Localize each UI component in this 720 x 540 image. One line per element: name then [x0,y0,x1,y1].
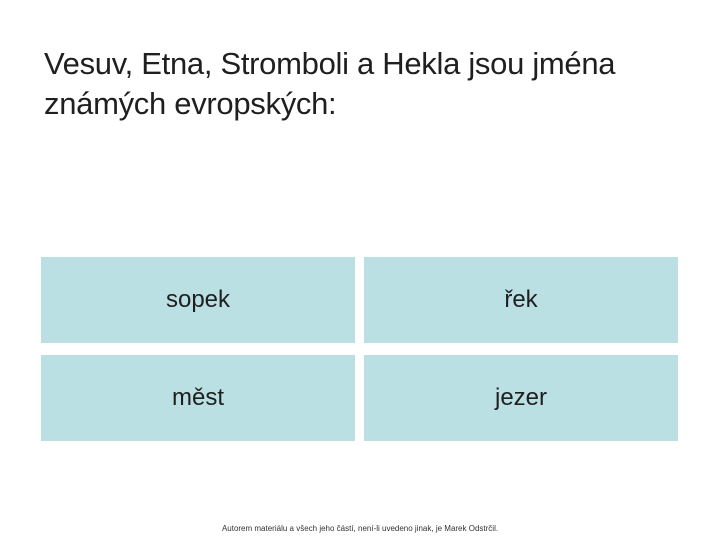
answer-label: měst [171,384,224,411]
answer-option-jezer[interactable] [364,355,678,441]
answer-label: sopek [165,286,231,313]
author-footer: Autorem materiálu a všech jeho částí, není-li uvedeno jinak, je Marek Odstrčil. [221,524,499,533]
question-text: Vesuv, Etna, Stromboli a Hekla jsou jména známých evropských: [44,46,616,121]
answer-option-mest[interactable] [41,355,355,441]
answer-option-sopek[interactable] [41,257,355,343]
answer-option-rek[interactable] [364,257,678,343]
answer-label: jezer [494,384,548,411]
answer-label: řek [504,286,538,313]
answer-grid [41,257,678,441]
